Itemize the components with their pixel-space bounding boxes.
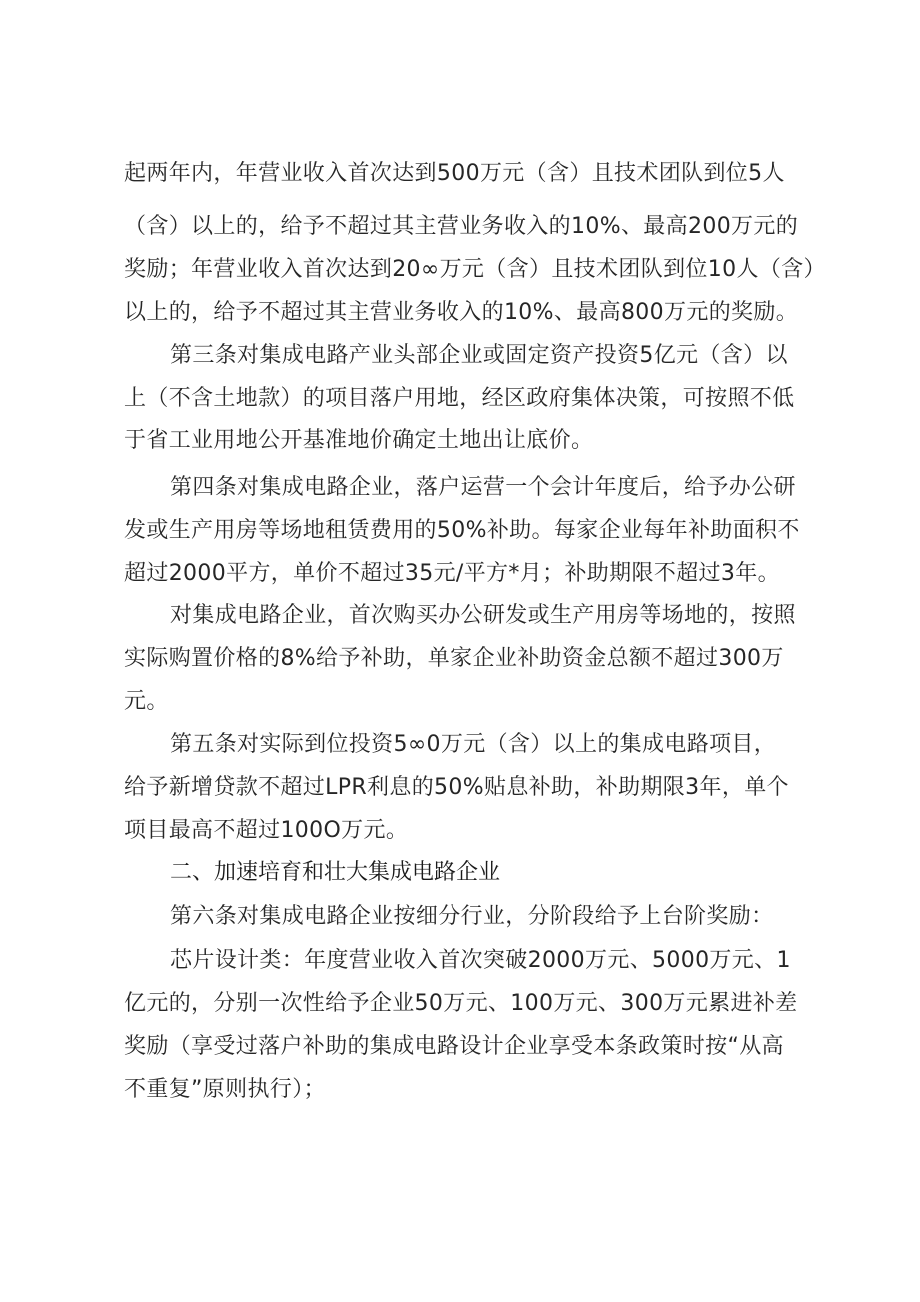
- paragraph-line: 发或生产用房等场地租赁费用的50%补助。每家企业每年补助面积不: [124, 518, 800, 543]
- paragraph-line: （含）以上的，给予不超过其主营业务收入的10%、最高200万元的: [124, 214, 799, 239]
- paragraph-line: 对集成电路企业，首次购买办公研发或生产用房等场地的，按照: [170, 603, 796, 628]
- paragraph-line: 第六条对集成电路企业按细分行业，分阶段给予上台阶奖励：: [170, 904, 774, 929]
- paragraph-line: 不重复”原则执行）；: [124, 1077, 326, 1102]
- paragraph-line: 以上的，给予不超过其主营业务收入的10%、最高800万元的奖励。: [124, 300, 799, 325]
- paragraph-line: 实际购置价格的8%给予补助，单家企业补助资金总额不超过300万: [124, 646, 784, 671]
- paragraph-line: 超过2000平方，单价不超过35元/平方*月；补助期限不超过3年。: [124, 561, 780, 586]
- paragraph-line: 元。: [124, 689, 169, 714]
- paragraph-line: 芯片设计类：年度营业收入首次突破2000万元、5000万元、1: [170, 948, 791, 973]
- paragraph-line: 给予新增贷款不超过LPR利息的50%贴息补助，补助期限3年，单个: [124, 775, 789, 800]
- paragraph-line: 第五条对实际到位投资5∞0万元（含）以上的集成电路项目，: [170, 732, 777, 757]
- paragraph-line: 起两年内，年营业收入首次达到500万元（含）且技术团队到位5人: [124, 161, 785, 186]
- paragraph-line: 项目最高不超过100O万元。: [124, 818, 409, 843]
- paragraph-line: 上（不含土地款）的项目落户用地，经区政府集体决策，可按照不低: [124, 386, 795, 411]
- paragraph-line: 奖励；年营业收入首次达到20∞万元（含）且技术团队到位10人（含）: [124, 257, 826, 282]
- paragraph-line: 奖励（享受过落户补助的集成电路设计企业享受本条政策时按“从高: [124, 1034, 784, 1059]
- paragraph-line: 亿元的，分别一次性给予企业50万元、100万元、300万元累进补差: [124, 991, 798, 1016]
- paragraph-line: 于省工业用地公开基准地价确定土地出让底价。: [124, 428, 594, 453]
- section-heading: 二、加速培育和壮大集成电路企业: [170, 860, 501, 885]
- paragraph-line: 第四条对集成电路企业，落户运营一个会计年度后，给予办公研: [170, 475, 796, 500]
- paragraph-line: 第三条对集成电路产业头部企业或固定资产投资5亿元（含）以: [170, 343, 788, 368]
